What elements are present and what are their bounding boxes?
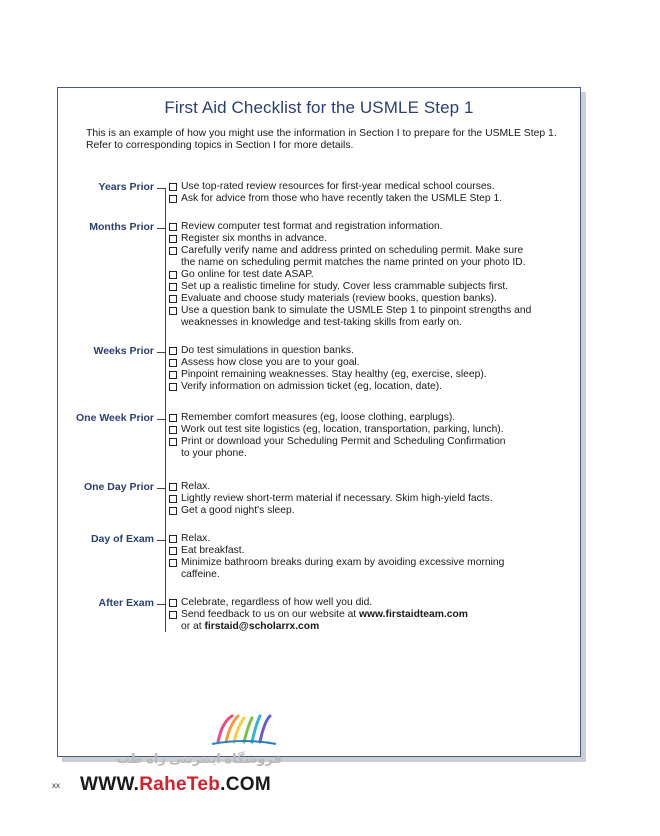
checklist-item[interactable] [169,305,564,329]
page-number: xx [52,781,60,790]
checklist [169,181,564,205]
item-text: Evaluate and choose study materials (review books, question banks). [181,293,497,304]
timeline-tick [157,188,166,189]
checkbox[interactable] [169,247,177,255]
checklist-item[interactable] [169,505,564,517]
checklist-item[interactable] [169,269,564,281]
watermark-url-suffix: .COM [220,774,271,795]
checklist-item[interactable] [169,345,564,357]
section-label: Years Prior [98,181,154,193]
section-label: One Day Prior [83,481,154,493]
checklist [169,412,564,460]
item-text: Minimize bathroom breaks during exam by avoiding excessive morning [181,557,505,568]
checklist-item[interactable] [169,245,564,269]
feedback-website-link[interactable]: www.firstaidteam.com [359,609,468,620]
page-title: First Aid Checklist for the USMLE Step 1 [164,98,474,117]
feedback-prefix: Send feedback to us on our website at [181,609,360,620]
checkbox[interactable] [169,599,177,607]
checkbox[interactable] [169,235,177,243]
checkbox[interactable] [169,307,177,315]
item-text: Remember comfort measures (eg, loose clothing, earplugs). [181,412,456,423]
watermark-url[interactable] [80,774,271,796]
item-text: Review computer test format and registration information. [181,221,443,232]
timeline-tick [157,488,166,489]
watermark-url-brand: RaheTeb [139,774,221,795]
checklist-item[interactable] [169,436,564,460]
item-text: Carefully verify name and address printed on scheduling permit. Make sure [181,245,524,256]
checklist-item[interactable] [169,597,564,609]
checkbox[interactable] [169,347,177,355]
checklist-item[interactable] [169,381,564,393]
checkbox[interactable] [169,283,177,291]
checklist-item[interactable] [169,293,564,305]
timeline-tick [157,540,166,541]
checklist-item[interactable] [169,221,564,233]
checklist-item[interactable] [169,481,564,493]
checkbox[interactable] [169,507,177,515]
timeline-tick [157,352,166,353]
timeline-line [165,188,166,632]
checkbox[interactable] [169,426,177,434]
checkbox[interactable] [169,414,177,422]
item-text: Register six months in advance. [181,233,327,244]
item-text: Assess how close you are to your goal. [181,357,360,368]
watermark-persian: فروشگاه اینترنتی راه طب [116,751,282,766]
checklist [169,221,564,329]
checklist-item[interactable] [169,609,564,633]
item-text: Do test simulations in question banks. [181,345,354,356]
item-text: Print or download your Scheduling Permit and Scheduling Confirmation [181,436,506,447]
item-text: Work out test site logistics (eg, location, transportation, parking, lunch). [181,424,504,435]
checkbox[interactable] [169,559,177,567]
section-label: One Week Prior [75,412,154,424]
section-label: Day of Exam [90,533,154,545]
checkbox[interactable] [169,535,177,543]
item-text: Go online for test date ASAP. [181,269,314,280]
checklist-item[interactable] [169,493,564,505]
checklist [169,481,564,517]
checklist-item[interactable] [169,181,564,193]
item-text: Get a good night's sleep. [181,505,295,516]
checkbox[interactable] [169,547,177,555]
checkbox[interactable] [169,271,177,279]
timeline-tick [157,419,166,420]
timeline-tick [157,604,166,605]
checklist-item[interactable] [169,533,564,545]
checklist-item[interactable] [169,357,564,369]
checklist-item[interactable] [169,557,564,581]
item-text: Use a question bank to simulate the USMLE Step 1 to pinpoint strengths and [181,305,532,316]
item-text: to your phone. [181,448,247,459]
checklist-panel [57,87,581,757]
item-text: Celebrate, regardless of how well you did. [181,597,373,608]
checkbox[interactable] [169,483,177,491]
item-text: weaknesses in knowledge and test-taking skills from early on. [181,317,463,328]
item-text: the name on scheduling permit matches the name printed on your photo ID. [181,257,526,268]
checkbox[interactable] [169,438,177,446]
checkbox[interactable] [169,383,177,391]
book-logo-icon [208,712,280,748]
item-text: Relax. [181,481,211,492]
item-text: Pinpoint remaining weaknesses. Stay healthy (eg, exercise, sleep). [181,369,487,380]
section-label: Months Prior [89,221,154,233]
checklist [169,345,564,393]
checklist-item[interactable] [169,369,564,381]
item-text: Verify information on admission ticket (eg, location, date). [181,381,442,392]
item-text: Ask for advice from those who have recently taken the USMLE Step 1. [181,193,503,204]
checklist [169,597,564,633]
checklist-item[interactable] [169,193,564,205]
watermark-url-prefix: WWW. [80,774,140,795]
checklist [169,533,564,581]
intro-text: This is an example of how you might use the information in Section I to prepare for the USMLE Step 1. Refer to corresponding topics in Section I for more details. [86,128,557,152]
feedback-email-link[interactable]: firstaid@scholarrx.com [204,621,320,632]
item-text: Set up a realistic timeline for study. Cover less crammable subjects first. [181,281,509,292]
section-label: Weeks Prior [93,345,154,357]
checkbox[interactable] [169,359,177,367]
item-text: Lightly review short-term material if necessary. Skim high-yield facts. [181,493,493,504]
checklist-item[interactable] [169,412,564,424]
item-text: Relax. [181,533,211,544]
feedback-or: or at [181,621,205,632]
checklist-item[interactable] [169,545,564,557]
section-label: After Exam [98,597,154,609]
checklist-item[interactable] [169,233,564,245]
checkbox[interactable] [169,223,177,231]
checkbox[interactable] [169,495,177,503]
checklist-item[interactable] [169,281,564,293]
checkbox[interactable] [169,295,177,303]
checklist-item[interactable] [169,424,564,436]
item-text: caffeine. [181,569,220,580]
checkbox[interactable] [169,611,177,619]
checkbox[interactable] [169,195,177,203]
item-text: Eat breakfast. [181,545,245,556]
checkbox[interactable] [169,183,177,191]
timeline-tick [157,228,166,229]
checkbox[interactable] [169,371,177,379]
item-text: Use top-rated review resources for first-year medical school courses. [181,181,495,192]
